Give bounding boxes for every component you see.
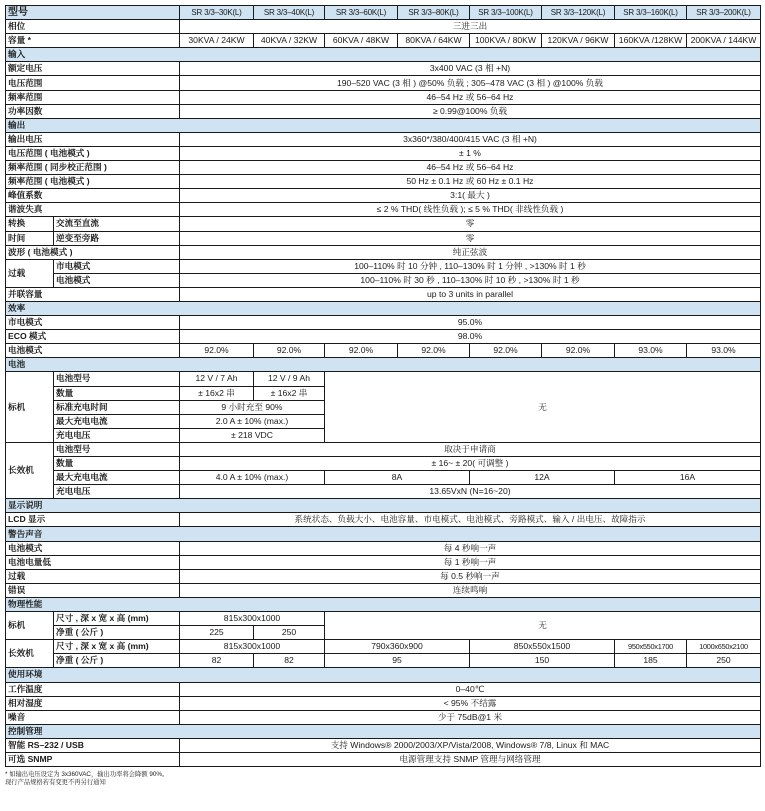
alarm-section-row [6,527,761,541]
output-section-row [6,118,761,132]
alarm-row [6,555,761,569]
management-section-row [6,724,761,738]
efficiency-battery-value: 92.0% [398,344,470,358]
output-section-title: 输出 [6,118,761,132]
model-name: SR 3/3–30K(L) [180,6,254,20]
output-row-value: 46–54 Hz 或 56–64 Hz [180,161,761,175]
overload-ac-value: 100–110% 时 10 分钟 , 110–130% 时 1 分钟 , >130% 时 1 秒 [180,259,761,273]
alarm-row-label: 电池电量低 [6,555,180,569]
overload-row [6,259,761,273]
snmp-label: 可选 SNMP [6,752,180,766]
display-section-title: 显示说明 [6,499,761,513]
input-row-label: 电压范围 [6,76,180,90]
battery-longrun-current-label: 最大充电电流 [54,471,180,485]
output-row [6,132,761,146]
battery-longrun-row [6,485,761,499]
environment-row [6,696,761,710]
overload-battery-label: 电池模式 [54,273,180,287]
input-row-label: 功率因数 [6,104,180,118]
battery-max-current-value: 2.0 A ± 10% (max.) [180,414,325,428]
spec-table [5,5,761,767]
battery-section-title: 电池 [6,358,761,372]
battery-qty-value: ± 16x2 串 [180,386,254,400]
physical-longrun-weight-value: 82 [254,654,325,668]
physical-section-row [6,597,761,611]
battery-longrun-qty-label: 数量 [54,457,180,471]
efficiency-battery-value: 92.0% [470,344,542,358]
phase-value: 三进三出 [180,20,761,34]
alarm-row-label: 过载 [6,569,180,583]
capacity-value: 100KVA / 80KW [470,34,542,48]
alarm-row [6,569,761,583]
model-name: SR 3/3–100K(L) [470,6,542,20]
environment-row-label: 相对湿度 [6,696,180,710]
physical-longrun-weight-value: 95 [325,654,470,668]
efficiency-battery-label: 电池模式 [6,344,180,358]
output-row [6,175,761,189]
input-row-value: 190–520 VAC (3 相 ) @50% 负载 ; 305–478 VAC (3 相 ) @100% 负载 [180,76,761,90]
efficiency-eco-value: 98.0% [180,330,761,344]
efficiency-section-row [6,301,761,315]
phase-row [6,20,761,34]
battery-type-value: 12 V / 7 Ah [180,372,254,386]
output-row [6,189,761,203]
physical-weight-value: 250 [254,626,325,640]
footnote-spec-change: 现行产品规格若有变更不再另行通知 [5,779,106,787]
lcd-value: 系统状态、负载大小、电池容量、市电模式、电池模式、旁路模式、输入 / 出电压、故障指示 [180,513,761,527]
output-row [6,203,761,217]
physical-dim-label: 尺寸 , 深 x 宽 x 高 (mm) [54,612,180,626]
overload-ac-label: 市电模式 [54,259,180,273]
alarm-row-value: 每 1 秒响一声 [180,555,761,569]
overload-battery-value: 100–110% 时 30 秒 , 110–130% 时 10 秒 , >130% 时 1 秒 [180,273,761,287]
environment-section-row [6,668,761,682]
input-row [6,76,761,90]
battery-longrun-row [6,442,761,456]
lcd-label: LCD 显示 [6,513,180,527]
output-row-value: 50 Hz ± 0.1 Hz 或 60 Hz ± 0.1 Hz [180,175,761,189]
physical-longrun-dim-value: 850x550x1500 [470,640,615,654]
battery-longrun-type-value: 取决于申请商 [180,442,761,456]
battery-qty-label: 数量 [54,386,180,400]
physical-longrun-weight-value: 250 [687,654,761,668]
transfer-bypass-value: 零 [180,231,761,245]
physical-longrun-dim-value: 950x550x1700 [615,640,687,654]
physical-longrun-dim-value: 1000x650x2100 [687,640,761,654]
battery-voltage-value: ± 218 VDC [180,428,325,442]
battery-longrun-current-value: 4.0 A ± 10% (max.) [180,471,325,485]
alarm-row-label: 错误 [6,583,180,597]
output-row-label: 谐波失真 [6,203,180,217]
physical-weight-label: 净重 ( 公斤 ) [54,626,180,640]
output-row-value: ≤ 2 % THD( 线性负载 ); ≤ 5 % THD( 非线性负载 ) [180,203,761,217]
efficiency-ac-label: 市电模式 [6,316,180,330]
environment-row-label: 工作温度 [6,682,180,696]
transfer-label-bottom: 时间 [6,231,54,245]
alarm-row [6,583,761,597]
input-row-label: 频率范围 [6,90,180,104]
transfer-row [6,217,761,231]
footnote-output-derating: * 如输出电压设定为 3x360VAC，输出功率将会降额 90%。 [5,771,169,779]
lcd-row [6,513,761,527]
efficiency-eco-label: ECO 模式 [6,330,180,344]
physical-longrun-weight-value: 185 [615,654,687,668]
output-row-label: 电压范围 ( 电池模式 ) [6,146,180,160]
capacity-value: 80KVA / 64KW [398,34,470,48]
physical-longrun-row [6,654,761,668]
efficiency-row [6,316,761,330]
snmp-row [6,752,761,766]
physical-longrun-weight-label: 净重 ( 公斤 ) [54,654,180,668]
transfer-bypass-label: 逆变至旁路 [54,231,180,245]
transfer-row [6,231,761,245]
battery-longrun-row [6,457,761,471]
capacity-value: 40KVA / 32KW [254,34,325,48]
display-section-row [6,499,761,513]
efficiency-battery-value: 92.0% [542,344,615,358]
parallel-label: 并联容量 [6,287,180,301]
alarm-row-value: 每 0.5 秒响一声 [180,569,761,583]
alarm-row-label: 电池模式 [6,541,180,555]
physical-weight-value: 225 [180,626,254,640]
alarm-section-title: 警告声音 [6,527,761,541]
battery-section-row [6,358,761,372]
efficiency-row [6,344,761,358]
physical-longrun-label: 长效机 [6,640,54,668]
input-row-label: 额定电压 [6,62,180,76]
output-row [6,146,761,160]
model-name: SR 3/3–80K(L) [398,6,470,20]
battery-longrun-voltage-value: 13.65VxN (N=16~20) [180,485,761,499]
alarm-row [6,541,761,555]
battery-longrun-type-label: 电池型号 [54,442,180,456]
physical-section-title: 物理性能 [6,597,761,611]
battery-longrun-voltage-label: 充电电压 [54,485,180,499]
transfer-ac-dc-label: 交流至直流 [54,217,180,231]
waveform-row [6,245,761,259]
transfer-ac-dc-value: 零 [180,217,761,231]
alarm-row-value: 连续鸣响 [180,583,761,597]
input-row-value: 3x400 VAC (3 相 +N) [180,62,761,76]
footnotes [5,771,760,787]
overload-row [6,273,761,287]
alarm-row-value: 每 4 秒响一声 [180,541,761,555]
environment-row-value: < 95% 不结露 [180,696,761,710]
physical-standard-row [6,612,761,626]
battery-voltage-label: 充电电压 [54,428,180,442]
battery-recharge-label: 标准充电时间 [54,400,180,414]
physical-longrun-dim-value: 790x360x900 [325,640,470,654]
battery-longrun-current-value: 8A [325,471,470,485]
usb-row [6,738,761,752]
input-row-value: 46–54 Hz 或 56–64 Hz [180,90,761,104]
battery-longrun-row [6,471,761,485]
battery-standard-other-value: 无 [325,372,761,442]
physical-longrun-row [6,640,761,654]
battery-type-value: 12 V / 9 Ah [254,372,325,386]
overload-label: 过载 [6,259,54,287]
environment-row-value: 少于 75dB@1 米 [180,710,761,724]
capacity-value: 30KVA / 24KW [180,34,254,48]
battery-longrun-current-value: 12A [470,471,615,485]
usb-value: 支持 Windows® 2000/2003/XP/Vista/2008, Windows® 7/8, Linux 和 MAC [180,738,761,752]
model-label: 型号 [6,6,180,20]
efficiency-battery-value: 93.0% [687,344,761,358]
model-header-row [6,6,761,20]
parallel-row [6,287,761,301]
management-section-title: 控制管理 [6,724,761,738]
battery-type-label: 电池型号 [54,372,180,386]
physical-standard-other-value: 无 [325,612,761,640]
capacity-row [6,34,761,48]
input-row-value: ≥ 0.99@100% 负载 [180,104,761,118]
efficiency-row [6,330,761,344]
output-row-label: 峰值系数 [6,189,180,203]
capacity-value: 120KVA / 96KW [542,34,615,48]
physical-dim-value: 815x300x1000 [180,612,325,626]
model-name: SR 3/3–40K(L) [254,6,325,20]
input-section-row [6,48,761,62]
efficiency-battery-value: 93.0% [615,344,687,358]
physical-standard-label: 标机 [6,612,54,640]
environment-row [6,710,761,724]
environment-row-label: 噪音 [6,710,180,724]
physical-longrun-weight-value: 150 [470,654,615,668]
waveform-value: 纯正弦波 [180,245,761,259]
input-row [6,90,761,104]
battery-standard-label: 标机 [6,372,54,442]
spec-sheet [5,5,760,787]
battery-longrun-label: 长效机 [6,442,54,498]
output-row-value: 3x360*/380/400/415 VAC (3 相 +N) [180,132,761,146]
efficiency-battery-value: 92.0% [254,344,325,358]
environment-row [6,682,761,696]
waveform-label: 波形 ( 电池模式 ) [6,245,180,259]
battery-longrun-current-value: 16A [615,471,761,485]
efficiency-ac-value: 95.0% [180,316,761,330]
snmp-value: 电源管理支持 SNMP 管理与网络管理 [180,752,761,766]
model-name: SR 3/3–120K(L) [542,6,615,20]
output-row [6,161,761,175]
capacity-value: 160KVA /128KW [615,34,687,48]
efficiency-section-title: 效率 [6,301,761,315]
parallel-value: up to 3 units in parallel [180,287,761,301]
physical-longrun-weight-value: 82 [180,654,254,668]
battery-qty-value: ± 16x2 串 [254,386,325,400]
output-row-value: 3:1( 最大 ) [180,189,761,203]
environment-section-title: 使用环境 [6,668,761,682]
input-row [6,62,761,76]
phase-label: 相位 [6,20,180,34]
capacity-label: 容量 * [6,34,180,48]
output-row-label: 输出电压 [6,132,180,146]
model-name: SR 3/3–160K(L) [615,6,687,20]
transfer-label-top: 转换 [6,217,54,231]
capacity-value: 200KVA / 144KW [687,34,761,48]
battery-recharge-value: 9 小时充至 90% [180,400,325,414]
battery-standard-row [6,372,761,386]
input-row [6,104,761,118]
usb-label: 智能 RS–232 / USB [6,738,180,752]
physical-longrun-dim-label: 尺寸 , 深 x 宽 x 高 (mm) [54,640,180,654]
output-row-label: 频率范围 ( 电池模式 ) [6,175,180,189]
model-name: SR 3/3–200K(L) [687,6,761,20]
output-row-label: 频率范围 ( 同步校正范围 ) [6,161,180,175]
output-row-value: ± 1 % [180,146,761,160]
environment-row-value: 0–40℃ [180,682,761,696]
battery-max-current-label: 最大充电电流 [54,414,180,428]
battery-longrun-qty-value: ± 16~ ± 20( 可调整 ) [180,457,761,471]
input-section-title: 输入 [6,48,761,62]
model-name: SR 3/3–60K(L) [325,6,398,20]
capacity-value: 60KVA / 48KW [325,34,398,48]
efficiency-battery-value: 92.0% [325,344,398,358]
efficiency-battery-value: 92.0% [180,344,254,358]
physical-longrun-dim-value: 815x300x1000 [180,640,325,654]
